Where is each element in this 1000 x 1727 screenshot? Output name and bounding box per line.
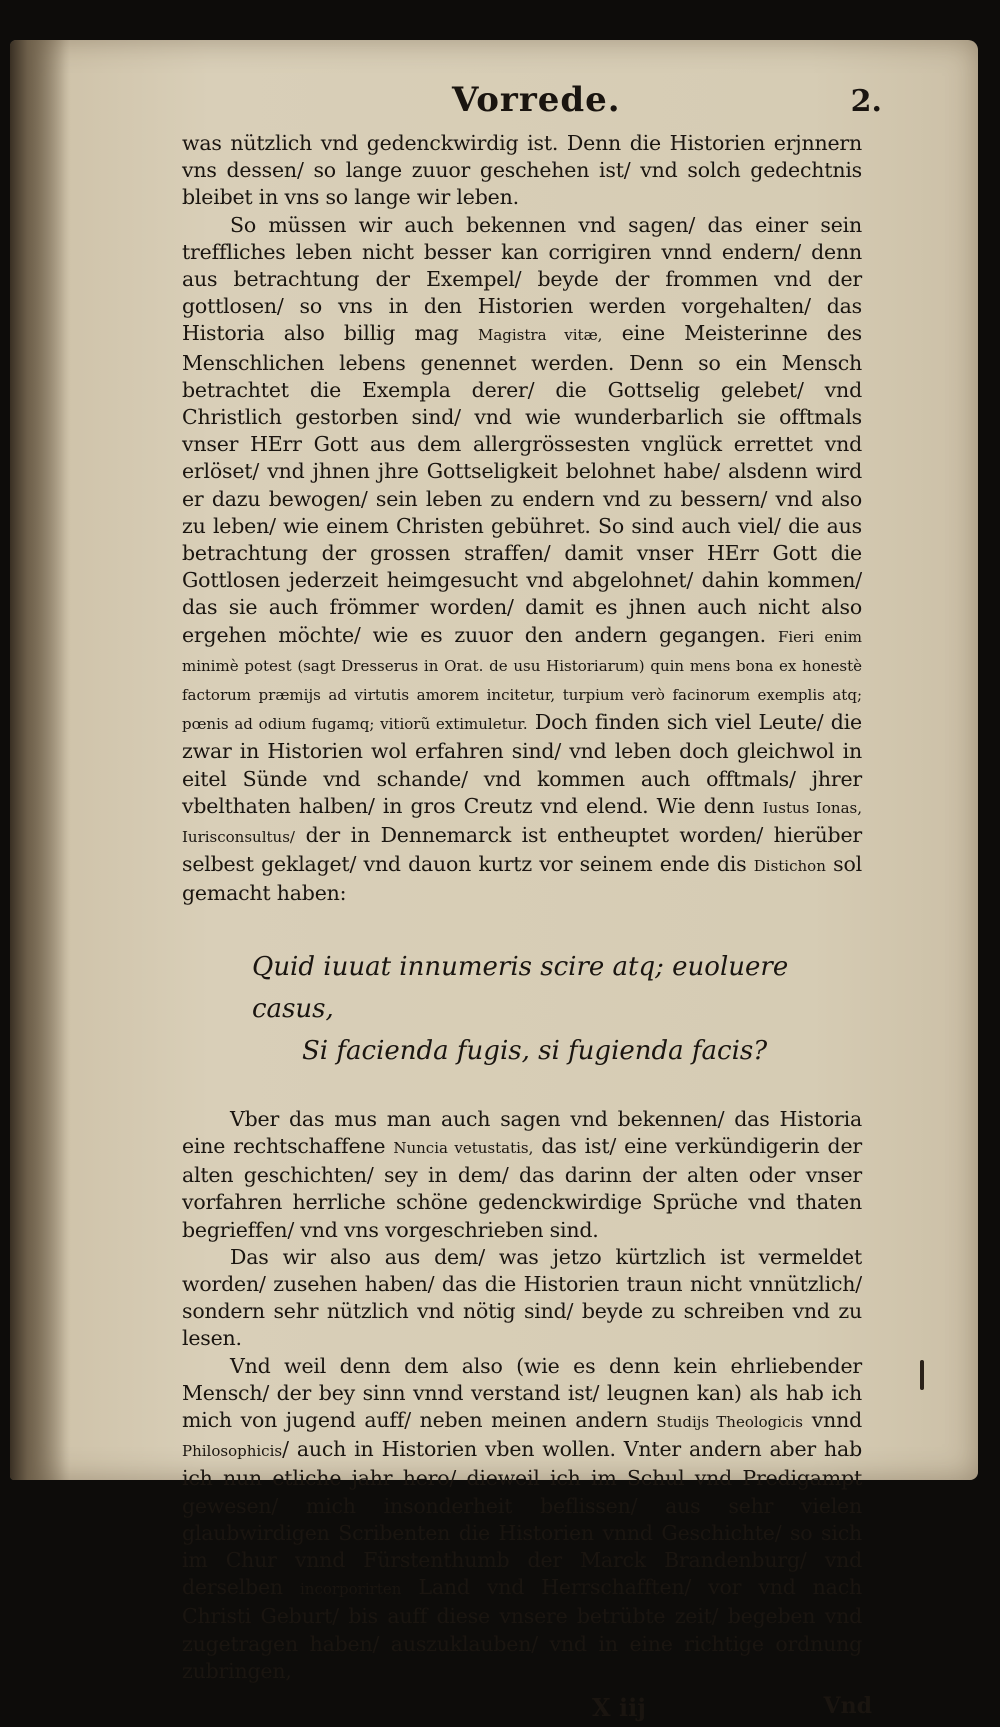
page-number: 2. <box>850 84 882 119</box>
paragraph-2-text-a: So müssen wir auch bekennen vnd sagen/ das einer sein treffliches leben nicht besser kan corrigiren vnnd endern/ denn aus betrachtung der Exempel/ beyde der frommen vnd der gottlosen/ so vns in den Historien werden vorgehalten/ das Historia also billig mag <box>182 212 862 346</box>
latin-studijs-theologicis: Studijs Theologicis <box>656 1412 803 1431</box>
paragraph-5-text-a: Vnd weil denn dem also (wie es denn kein ehrliebender Mensch/ der bey sinn vnnd verstand ist/ leugnen kan) als hab ich mich von jugend auff/ neben meinen andern <box>182 1353 862 1432</box>
latin-iustus-ionas: Iustus Ionas, Iurisconsultus/ <box>182 798 862 847</box>
text-block <box>182 70 882 1727</box>
latin-dresserus-quote: Fieri enim minimè potest (sagt Dresserus in Orat. de usu Historiarum) quin mens bona ex honestè factorum præmijs ad virtutis amorem incitetur, turpium verò facinorum exemplis atq; pœnis ad odium fugamq; vitiorũ extimuletur. <box>182 627 862 734</box>
paragraph-3 <box>182 1106 862 1244</box>
page-gutter <box>10 40 70 1480</box>
running-head: Vorrede. <box>452 80 621 120</box>
paragraph-3-text-b: das ist/ eine verkündigerin der alten geschichten/ sey in dem/ das darinn der alten oder vnser vorfahren herrliche schöne gedenckwirdige Sprüche vnd thaten begrieffen/ vnd vns vorgeschrieben sind. <box>182 1133 862 1242</box>
page-footer <box>182 1687 872 1727</box>
paragraph-2-text-c: Doch finden sich viel Leute/ die zwar in Historien wol erfahren sind/ vnd leben doch gleichwol in eitel Sünde vnd schande/ vnd kommen auch offtmals/ jhrer vbelthaten halben/ in gros Creutz vnd elend. Wie denn <box>182 710 862 818</box>
distichon-line-2: Si facienda fugis, si fugienda facis? <box>302 1035 768 1066</box>
page-header <box>182 70 882 130</box>
paragraph-1: was nützlich vnd gedenckwirdig ist. Denn die Historien erjnnern vns dessen/ so lange zuuor geschehen ist/ vnd solch gedechtnis bleibet in vns so lange wir leben. <box>182 131 862 210</box>
paragraph-4: Das wir also aus dem/ was jetzo kürtzlich ist vermeldet worden/ zusehen haben/ das die Historien traun nicht vnnützlich/ sondern sehr nützlich vnd nötig sind/ beyde zu schreiben vnd zu lesen. <box>182 1244 862 1351</box>
paragraph-5-text-d: Land vnd Herrschafften/ vor vnd nach Christi Geburt/ bis auff diese vnsere betrübte zeit/ begeben vnd zugetragen haben/ auszuklauben/ vnd in eine richtige ordnung zubringen, <box>182 1575 862 1683</box>
paragraph-3-text-a: Vber das mus man auch sagen vnd bekennen/ das Historia eine rechtschaffene <box>182 1106 862 1158</box>
paragraph-2-text-e: sol gemacht haben: <box>182 852 862 906</box>
latin-incorporirten: incorporirten <box>299 1580 402 1599</box>
paragraph-5-text-b: vnnd <box>811 1407 862 1432</box>
latin-nuncia-vetustatis: Nuncia vetustatis, <box>393 1138 534 1157</box>
paragraph-2 <box>182 212 862 908</box>
distichon-line-1: Quid iuuat innumeris scire atq; euoluere casus, <box>252 951 789 1024</box>
latin-magistra-vitae: Magistra vitæ, <box>477 326 603 345</box>
paragraph-2-text-d: der in Dennemarck ist entheuptet worden/ hierüber selbest geklaget/ vnd dauon kurtz vor seinem ende dis <box>182 823 862 877</box>
signature-mark: X iij <box>592 1692 646 1722</box>
distichon-verse <box>252 946 862 1072</box>
paragraph-5-text-c: / auch in Historien vben wollen. Vnter andern aber hab ich nun etliche jahr hero/ dieweil ich im Schul vnd Predigampt gewesen/ mich insonderheit beflissen/ aus sehr vielen glaubwirdigen Scribenten die Historien vnnd Geschichte/ so sich im Chur vnnd Fürstenthumb der Marck Brandenburg/ vnd derselben <box>182 1437 862 1600</box>
page-edge-mark <box>920 1360 924 1390</box>
latin-distichon: Distichon <box>753 857 826 876</box>
paragraph-2-text-b: eine Meisterinne des Menschlichen lebens genennet werden. Denn so ein Mensch betrachtet die Exempla derer/ die Gottselig gelebet/ vnd Christlich gestorben sind/ vnd wie wunderbarlich sie offtmals vnser HErr Gott aus dem allergrössesten vnglück errettet vnd erlöset/ vnd jhnen jhre Gottseligkeit belohnet habe/ alsdenn wird er dazu bewogen/ sein leben zu endern vnd zu bessern/ vnd also zu leben/ wie einem Christen gebühret. So sind auch viel/ die aus betrachtung der grossen straffen/ damit vnser HErr Gott die Gottlosen jederzeit heimgesucht vnd abgelohnet/ dahin kommen/ das sie auch frömmer worden/ damit es jhnen auch nicht also ergehen möchte/ wie es zuuor den andern gegangen. <box>182 321 862 647</box>
latin-philosophicis: Philosophicis <box>182 1442 283 1461</box>
paragraph-5 <box>182 1353 862 1685</box>
catchword: Vnd <box>823 1692 872 1719</box>
